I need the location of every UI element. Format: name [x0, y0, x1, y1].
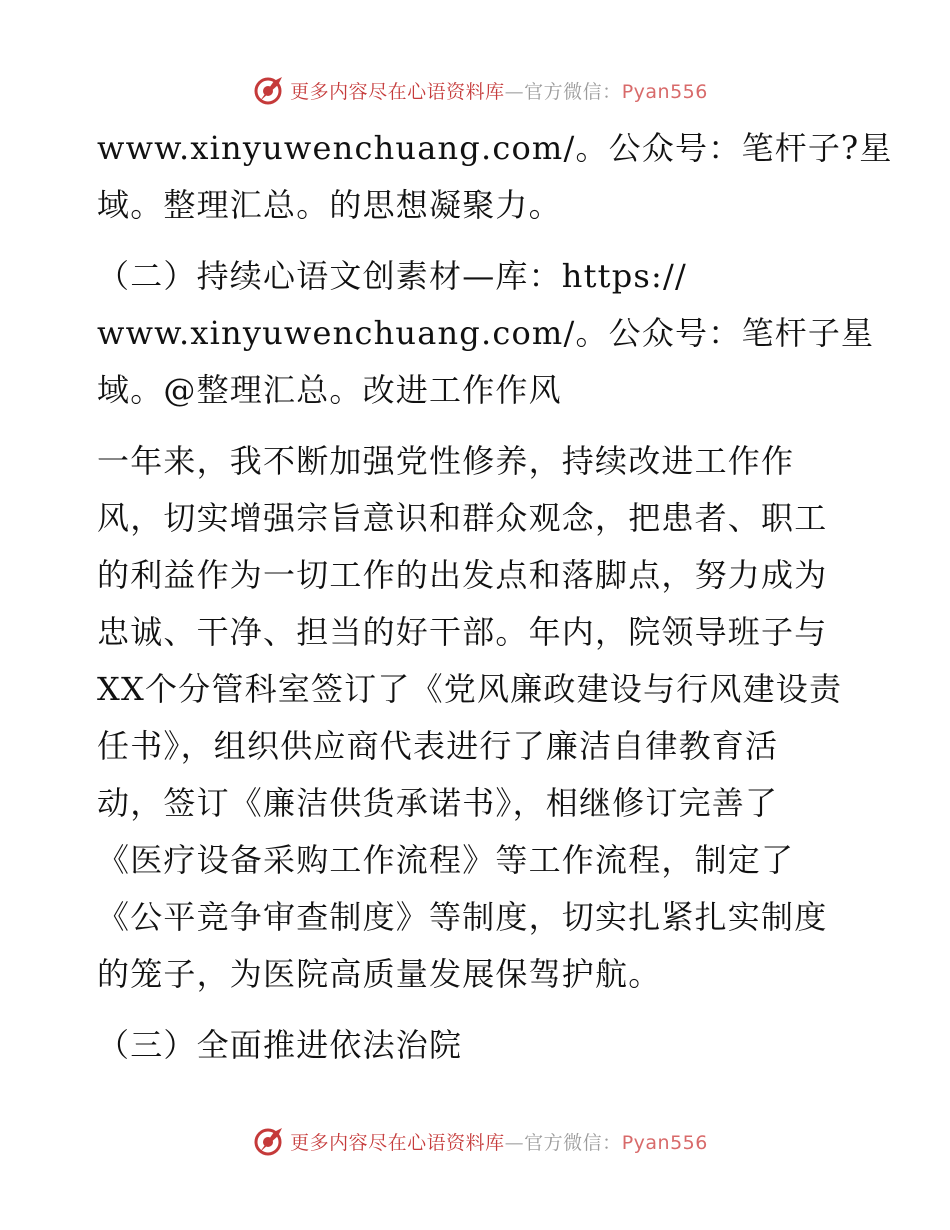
banner-dash: — [504, 80, 525, 103]
text-line: 任书》，组织供应商代表进行了廉洁自律教育活 [97, 727, 779, 765]
paragraph-2 [97, 248, 875, 419]
paragraph-4 [97, 1017, 867, 1074]
text-line: 忠诚、干净、担当的好干部。年内，院领导班子与 [97, 613, 828, 651]
text-line: 的利益作为一切工作的出发点和落脚点，努力成为 [97, 556, 828, 594]
text-line: 域。@整理汇总。改进工作作风 [97, 371, 562, 409]
section-heading-3: （三）全面推进依法治院 [97, 1026, 463, 1064]
quill-logo-icon [252, 73, 286, 107]
text-line: XX个分管科室签订了《党风廉政建设与行风建设责 [97, 670, 843, 708]
text-line: 《医疗设备采购工作流程》等工作流程，制定了 [97, 841, 795, 879]
banner-main-text: 更多内容尽在心语资料库 [290, 80, 505, 103]
text-line: www.xinyuwenchuang.com/。公众号：笔杆子星 [97, 314, 875, 352]
text-line: 动，签订《廉洁供货承诺书》，相继修订完善了 [97, 784, 779, 822]
text-line: 《公平竞争审查制度》等制度，切实扎紧扎实制度 [97, 898, 828, 936]
paragraph-1 [97, 120, 893, 234]
banner-wechat-label: 官方微信： [524, 80, 622, 103]
text-line: 风，切实增强宗旨意识和群众观念，把患者、职工 [97, 499, 828, 537]
banner-text [290, 77, 708, 104]
header-banner [0, 70, 950, 110]
paragraph-3 [97, 433, 867, 1003]
footer-banner [0, 1121, 950, 1161]
banner-main-text: 更多内容尽在心语资料库 [290, 1131, 505, 1154]
text-line: 的笼子，为医院高质量发展保驾护航。 [97, 955, 662, 993]
banner-dash: — [504, 1131, 525, 1154]
banner-text [290, 1128, 708, 1155]
text-line: 域。整理汇总。的思想凝聚力。 [97, 186, 562, 224]
quill-logo-icon [252, 1124, 286, 1158]
text-line: www.xinyuwenchuang.com/。公众号：笔杆子?星 [97, 129, 893, 167]
banner-wechat-handle: Pyan556 [621, 80, 708, 103]
banner-wechat-handle: Pyan556 [621, 1131, 708, 1154]
section-heading-2: （二）持续心语文创素材—库：https:// [97, 257, 687, 295]
text-line: 一年来，我不断加强党性修养，持续改进工作作 [97, 442, 795, 480]
document-body [97, 120, 893, 1074]
banner-wechat-label: 官方微信： [524, 1131, 622, 1154]
